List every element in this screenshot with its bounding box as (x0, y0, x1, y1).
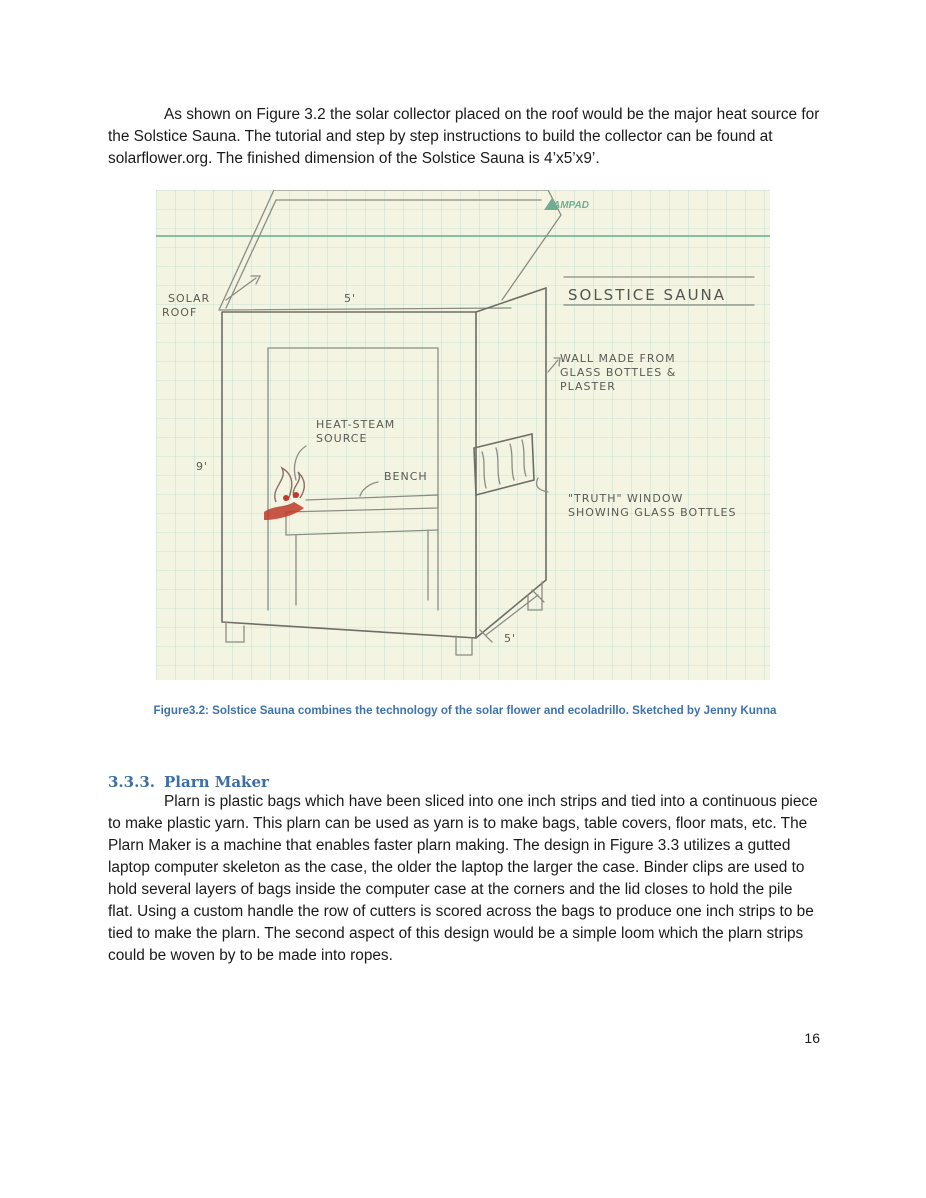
plarn-text: Plarn is plastic bags which have been sliced into one inch strips and tied into a continuous piece to make plastic yarn. This plarn can be used as yarn is to make bags, table covers, floor mats, etc. The Plarn Maker is a machine that enables faster plarn making. The design in Figure 3.3 utilizes a gutted laptop computer skeleton as the case, the older the laptop the larger the case. Binder clips are used to hold several layers of bags inside the computer case at the corners and the lid closes to hold the pile flat. Using a custom handle the row of cutters is scored across the bags to produce one inch strips to be tied to make the plarn. The second aspect of this design would be a simple loom which the plarn strips could be woven by to be made into ropes. (108, 793, 818, 964)
sauna-sketch-figure (156, 190, 770, 680)
label-solar: SOLAR (168, 292, 211, 305)
label-roof: ROOF (162, 306, 198, 319)
sauna-sketch (156, 190, 770, 680)
sketch-title: SOLSTICE SAUNA (568, 286, 727, 304)
section-heading (108, 773, 269, 791)
label-glass-bottles: GLASS BOTTLES & (560, 366, 677, 379)
intro-text: As shown on Figure 3.2 the solar collector placed on the roof would be the major heat source for the Solstice Sauna. The tutorial and step by step instructions to build the collector can be found at solarflower.org. The finished dimension of the Solstice Sauna is 4’x5’x9’. (108, 106, 820, 167)
sketch-brand-text: AMPAD (553, 200, 589, 211)
label-bench: BENCH (384, 470, 428, 483)
label-source: SOURCE (316, 432, 368, 445)
intro-paragraph (108, 104, 820, 170)
section-title: Plarn Maker (164, 773, 269, 791)
figure-caption: Figure3.2: Solstice Sauna combines the technology of the solar flower and ecoladrillo. Sketched by Jenny Kunna (153, 704, 777, 717)
plarn-paragraph (108, 791, 820, 967)
label-wall-made-from: WALL MADE FROM (560, 352, 676, 365)
section-number: 3.3.3. (108, 773, 155, 791)
label-plaster: PLASTER (560, 380, 616, 393)
label-depth-5ft: 5' (504, 632, 517, 645)
label-heat-steam: HEAT-STEAM (316, 418, 396, 431)
label-showing-glass-bottles: SHOWING GLASS BOTTLES (568, 506, 737, 519)
label-truth-window: "TRUTH" WINDOW (568, 492, 684, 505)
page-number: 16 (804, 1030, 820, 1046)
label-height-9ft: 9' (196, 460, 209, 473)
label-width-5ft: 5' (344, 292, 357, 305)
